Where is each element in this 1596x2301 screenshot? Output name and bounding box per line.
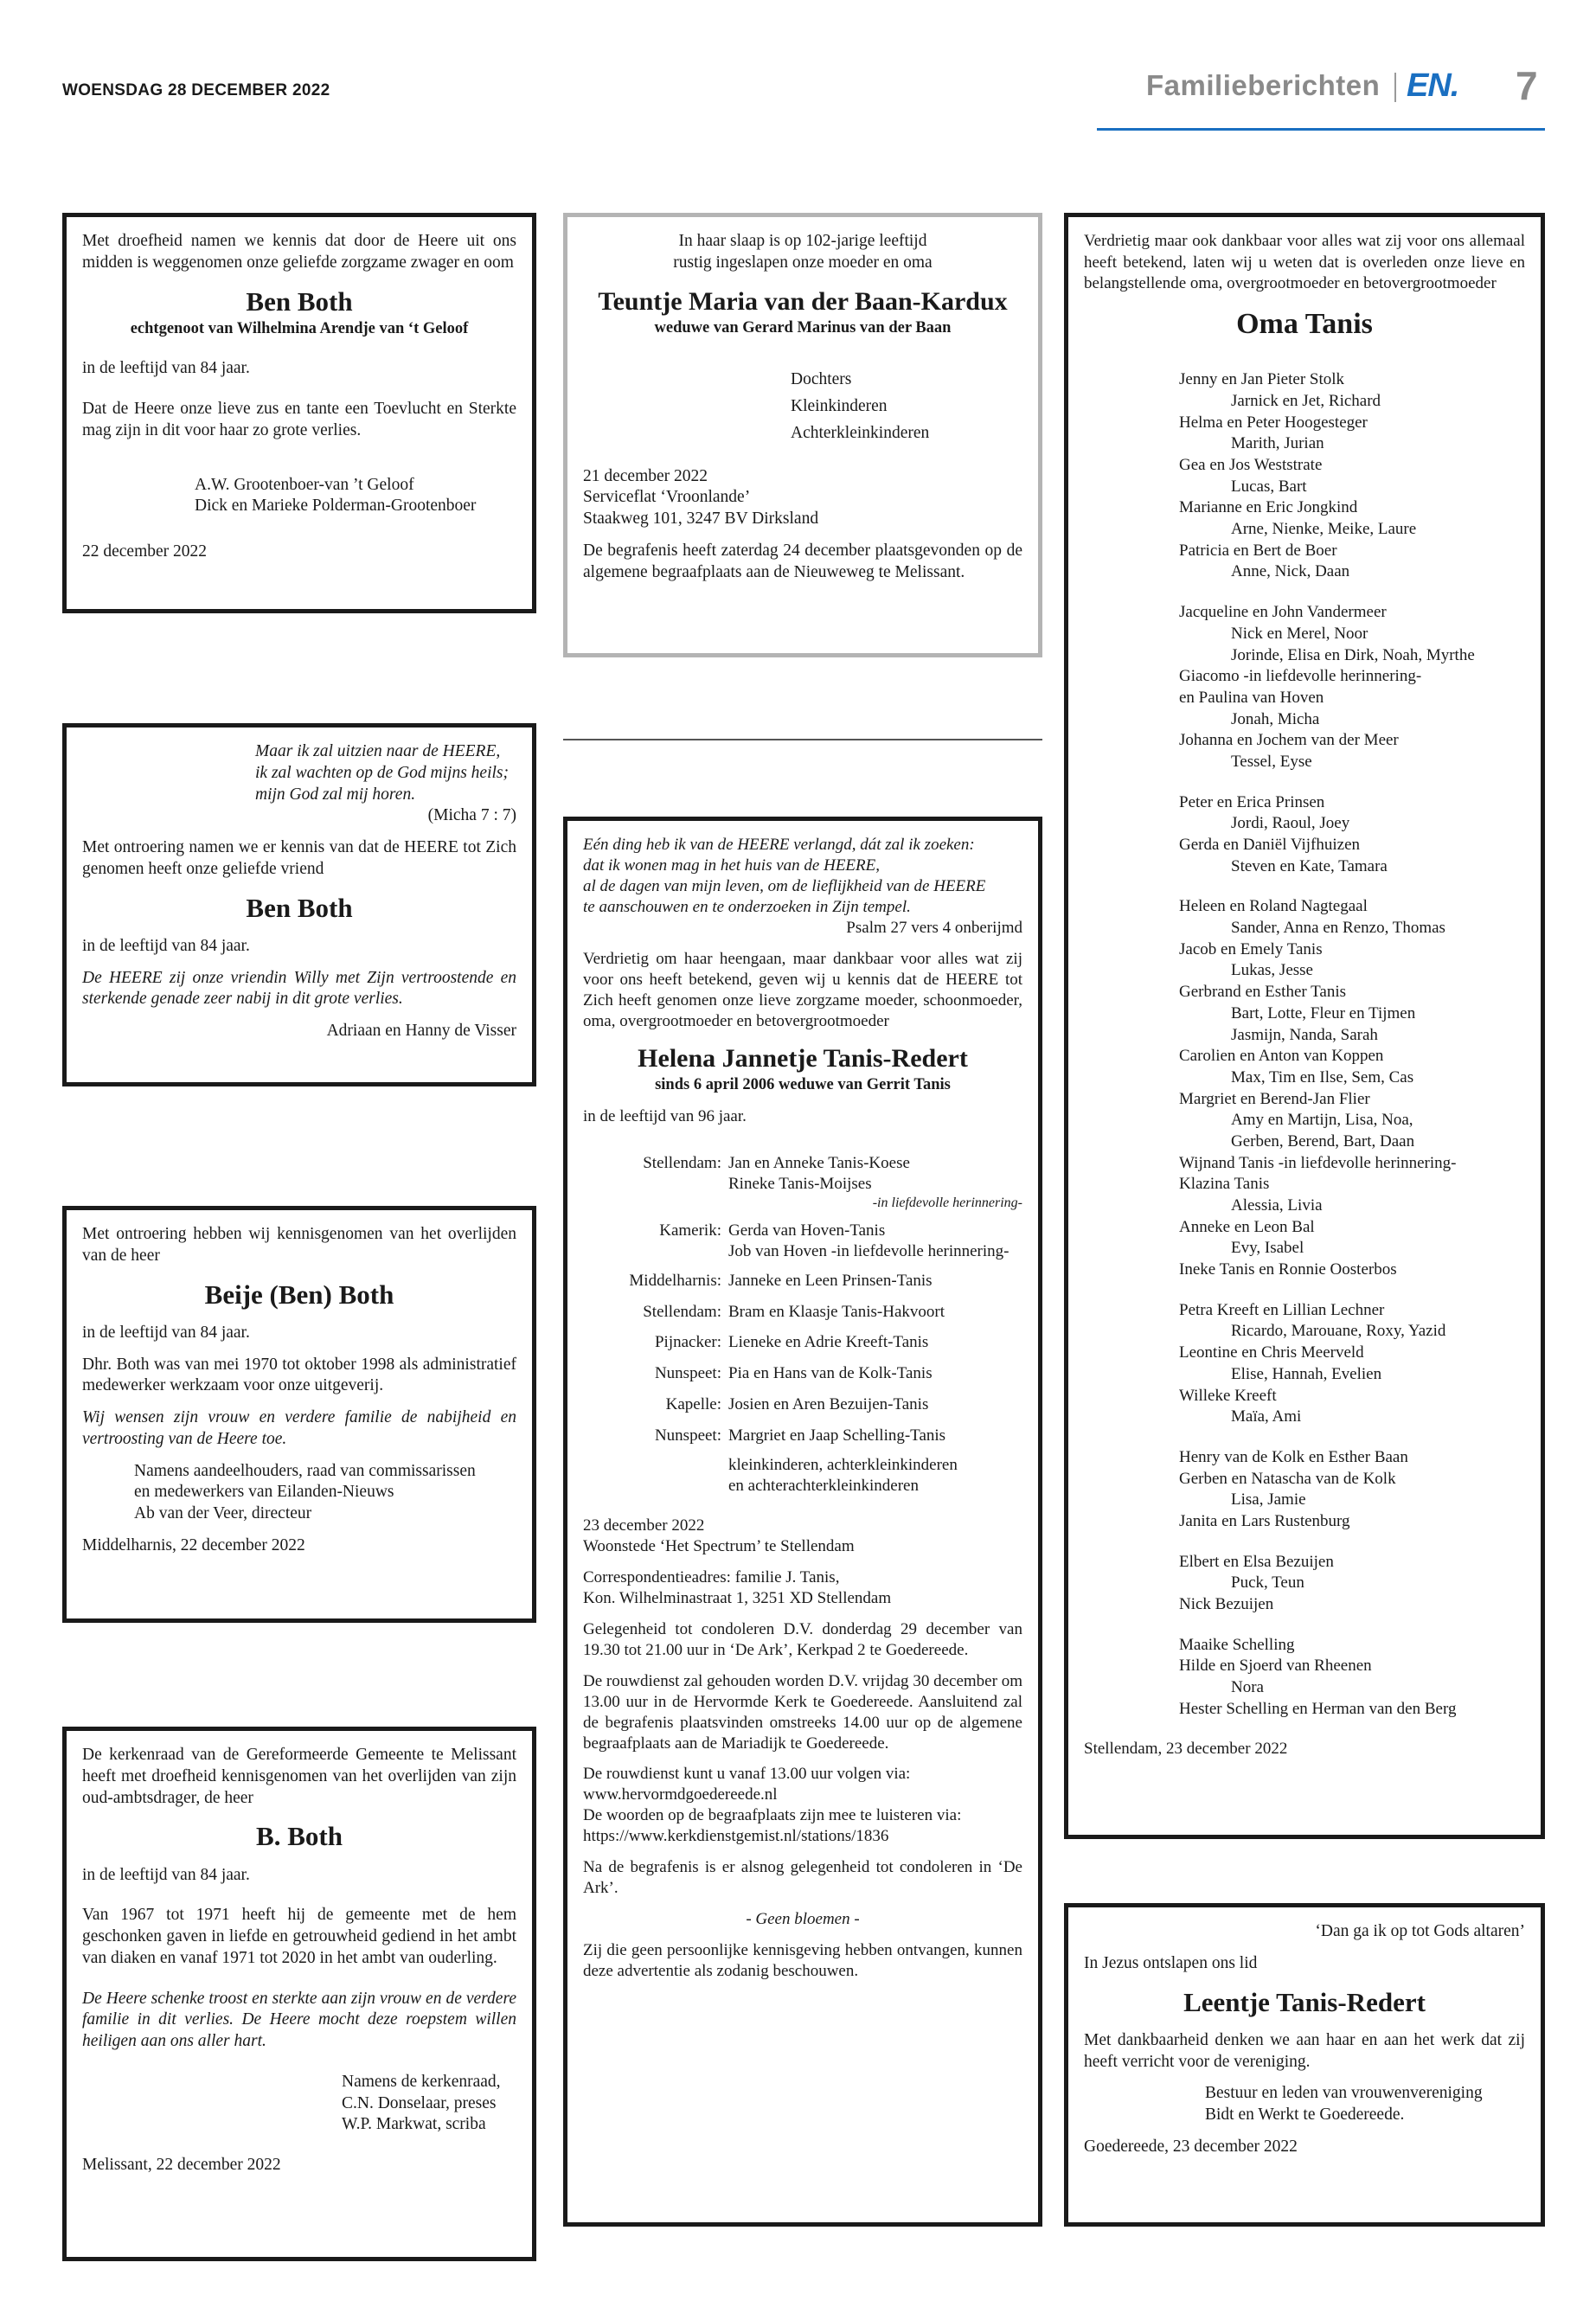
condolence-info: Gelegenheid tot condoleren D.V. donderdag 29 december van 19.30 tot 21.00 uur in ‘De Ark’, Kerkpad 2 te Goedereede. [583, 1619, 1022, 1659]
family-line: Ineke Tanis en Ronnie Oosterbos [1179, 1260, 1397, 1279]
relative-names: Gerda van Hoven-Tanis [728, 1221, 886, 1240]
relative-place [583, 1476, 721, 1497]
verse-reference: (Micha 7 : 7) [427, 806, 516, 825]
family-line: Heleen en Roland Nagtegaal [1179, 897, 1368, 916]
relative-names: kleinkinderen, achterkleinkinderen [728, 1456, 958, 1475]
notice-leentje-tanis-redert [1064, 1903, 1545, 2227]
deceased-name: Teuntje Maria van der Baan-Kardux [598, 286, 1008, 316]
family-line: Lukas, Jesse [1231, 961, 1313, 980]
notice-date: 22 december 2022 [82, 542, 208, 561]
relative-names: Josien en Aren Bezuijen-Tanis [728, 1395, 929, 1414]
relative-names: Bram en Klaasje Tanis-Hakvoort [728, 1302, 945, 1321]
family-line: Giacomo -in liefdevolle herinnering- [1179, 667, 1422, 686]
correspondence-line: Kon. Wilhelminastraat 1, 3251 XD Stellendam [583, 1588, 892, 1607]
verse-line: Maar ik zal uitzien naar de HEERE, [255, 742, 501, 760]
relative-place [583, 1455, 721, 1476]
relatives-line: Dochters [791, 369, 852, 388]
notice-date: Middelharnis, 22 december 2022 [82, 1535, 305, 1554]
family-line: Jordi, Raoul, Joey [1231, 814, 1350, 833]
notice-subtitle: sinds 6 april 2006 weduwe van Gerrit Tanis [655, 1076, 951, 1094]
notice-date: Goedereede, 23 december 2022 [1084, 2137, 1298, 2156]
family-line: Tessel, Eyse [1231, 752, 1312, 771]
family-line: Alessia, Livia [1231, 1196, 1323, 1215]
relative-names: Jan en Anneke Tanis-Koese [728, 1153, 910, 1172]
notice-age: in de leeftijd van 84 jaar. [82, 936, 250, 955]
family-line: Gerda en Daniël Vijfhuizen [1179, 836, 1361, 854]
family-line: Anne, Nick, Daan [1231, 562, 1350, 581]
signature-line: Ab van der Veer, directeur [134, 1504, 312, 1523]
family-group [1084, 1447, 1525, 1533]
notice-intro: Met ontroering hebben wij kennisgenomen van het overlijden van de heer [82, 1225, 516, 1265]
family-line: Willeke Kreeft [1179, 1386, 1277, 1405]
family-line: Max, Tim en Ilse, Sem, Cas [1231, 1067, 1414, 1086]
family-line: Arne, Nienke, Meike, Laure [1231, 520, 1417, 539]
family-group [1084, 792, 1525, 878]
relative-names: Pia en Hans van de Kolk-Tanis [728, 1364, 933, 1383]
family-line: Jacob en Emely Tanis [1179, 939, 1323, 958]
correspondence-line: Correspondentieadres: familie J. Tanis, [583, 1567, 840, 1586]
notice-intro: In haar slaap is op 102-jarige leeftijd [678, 232, 927, 250]
family-line: Lucas, Bart [1231, 477, 1307, 496]
family-line: Jorinde, Elisa en Dirk, Noah, Myrthe [1231, 645, 1475, 664]
notice-intro: In Jezus ontslapen ons lid [1084, 1953, 1258, 1972]
relative-names: Margriet en Jaap Schelling-Tanis [728, 1426, 946, 1445]
family-line: Gerben en Natascha van de Kolk [1179, 1469, 1396, 1488]
funeral-info: De begrafenis heeft zaterdag 24 december plaatsgevonden op de algemene begraafplaats aan de Nieuweweg te Melissant. [583, 541, 1022, 581]
header-date: WOENSDAG 28 DECEMBER 2022 [62, 81, 330, 99]
family-line: Marith, Jurian [1231, 434, 1324, 453]
en-logo: EN. [1407, 67, 1459, 104]
relative-place: Kamerik: [659, 1221, 721, 1240]
notice-date: 21 december 2022 [583, 466, 708, 485]
after-funeral-info: Na de begrafenis is er alsnog gelegenheid tot condoleren in ‘De Ark’. [583, 1858, 1022, 1898]
family-line: Marianne en Eric Jongkind [1179, 498, 1358, 517]
relative-names: Janneke en Leen Prinsen-Tanis [728, 1271, 933, 1290]
section-title: Familieberichten [1146, 69, 1381, 101]
family-line: Nick Bezuijen [1179, 1595, 1274, 1613]
relative-names: Job van Hoven -in liefdevolle herinnering- [728, 1241, 1010, 1260]
relatives-table [583, 1153, 1022, 1497]
family-group [1084, 1552, 1525, 1616]
family-line: en Paulina van Hoven [1179, 688, 1324, 707]
family-line: Peter en Erica Prinsen [1179, 792, 1325, 811]
notice-age: in de leeftijd van 96 jaar. [583, 1106, 747, 1125]
notice-intro: Met ontroering namen we er kennis van dat de HEERE tot Zich genomen heeft onze geliefde vriend [82, 838, 516, 878]
relative-place: Stellendam: [643, 1153, 721, 1172]
family-line: Wijnand Tanis -in liefdevolle herinnering- [1179, 1153, 1457, 1172]
signature-line: Bestuur en leden van vrouwenvereniging [1205, 2084, 1483, 2103]
family-line: Petra Kreeft en Lillian Lechner [1179, 1300, 1385, 1319]
notice-text: Dhr. Both was van mei 1970 tot oktober 1998 als administratief medewerker werkzaam voor onze uitgeverij. [82, 1355, 516, 1395]
relative-names: Lieneke en Adrie Kreeft-Tanis [728, 1333, 929, 1352]
notice-disclaimer: Zij die geen persoonlijke kennisgeving hebben ontvangen, kunnen deze advertentie als zodanig beschouwen. [583, 1941, 1022, 1980]
family-line: Bart, Lotte, Fleur en Tijmen [1231, 1003, 1416, 1022]
notice-ben-both-family [62, 213, 536, 613]
family-line: Lisa, Jamie [1231, 1490, 1306, 1509]
family-line: Evy, Isabel [1231, 1239, 1304, 1258]
verse-line: Eén ding heb ik van de HEERE verlangd, dát zal ik zoeken: [583, 836, 975, 854]
page-number: 7 [1516, 63, 1538, 108]
notice-wish: De Heere schenke troost en sterkte aan zijn vrouw en de verdere familie in dit verlies. De Heere mocht deze roepstem willen heiligen aan ons aller hart. [82, 1989, 516, 2051]
family-line: Jonah, Micha [1231, 709, 1320, 728]
notice-text: Dat de Heere onze lieve zus en tante een Toevlucht en Sterkte mag zijn in dit voor haar zo grote verlies. [82, 400, 516, 439]
signature-line: W.P. Markwat, scriba [342, 2115, 486, 2134]
family-line: Gea en Jos Weststrate [1179, 456, 1323, 474]
signature-line: Bidt en Werkt te Goedereede. [1205, 2106, 1405, 2125]
family-line: Carolien en Anton van Koppen [1179, 1047, 1384, 1066]
deceased-name: Leentje Tanis-Redert [1183, 1986, 1426, 2017]
family-line: Margriet en Berend-Jan Flier [1179, 1089, 1370, 1108]
family-line: Johanna en Jochem van der Meer [1179, 731, 1399, 750]
relative-names: en achterachterkleinkinderen [728, 1477, 919, 1496]
notice-b-both-kerkenraad [62, 1727, 536, 2261]
family-line: Hilde en Sjoerd van Rheenen [1179, 1657, 1372, 1676]
signature-line: A.W. Grootenboer-van ’t Geloof [195, 475, 414, 494]
family-group [1084, 602, 1525, 773]
notice-intro: rustig ingeslapen onze moeder en oma [673, 253, 933, 272]
deceased-name: B. Both [256, 1821, 343, 1852]
family-line: Nick en Merel, Noor [1231, 624, 1368, 643]
family-line: Jacqueline en John Vandermeer [1179, 603, 1387, 622]
signature-line: Dick en Marieke Polderman-Grootenboer [195, 497, 477, 516]
family-line: Maaike Schelling [1179, 1635, 1295, 1654]
family-line: Nora [1231, 1678, 1264, 1697]
family-line: Puck, Teun [1231, 1574, 1304, 1593]
notice-intro: De kerkenraad van de Gereformeerde Gemeente te Melissant heeft met droefheid kennisgenomen van het overlijden van zijn oud-ambtsdrager, de heer [82, 1746, 516, 1807]
notice-helena-tanis-redert [563, 817, 1042, 2227]
family-line: Anneke en Leon Bal [1179, 1217, 1315, 1236]
family-line: Amy en Martijn, Lisa, Noa, [1231, 1111, 1413, 1130]
notice-age: in de leeftijd van 84 jaar. [82, 1865, 250, 1884]
header-rule [1097, 128, 1545, 131]
family-line: Elise, Hannah, Evelien [1231, 1364, 1382, 1383]
family-group [1084, 1635, 1525, 1721]
notice-date: Stellendam, 23 december 2022 [1084, 1740, 1288, 1759]
family-line: Jenny en Jan Pieter Stolk [1179, 370, 1345, 389]
deceased-name: Ben Both [246, 892, 353, 923]
website-link[interactable]: www.hervormdgoedereede.nl [583, 1785, 778, 1804]
family-line: Jasmijn, Nanda, Sarah [1231, 1025, 1378, 1044]
family-line: Patricia en Bert de Boer [1179, 541, 1337, 560]
signature-line: Namens aandeelhouders, raad van commissarissen [134, 1461, 476, 1480]
online-info: De rouwdienst kunt u vanaf 13.00 uur volgen via: [583, 1765, 911, 1784]
verse-line: ‘Dan ga ik op tot Gods altaren’ [1315, 1922, 1525, 1940]
deceased-name: Helena Jannetje Tanis-Redert [638, 1044, 968, 1074]
family-line: Steven en Kate, Tamara [1231, 856, 1388, 875]
relative-place [583, 1195, 721, 1221]
address-line: Woonstede ‘Het Spectrum’ te Stellendam [583, 1537, 855, 1556]
notice-age: in de leeftijd van 84 jaar. [82, 1323, 250, 1342]
family-line: Jarnick en Jet, Richard [1231, 391, 1381, 410]
notice-subtitle: echtgenoot van Wilhelmina Arendje van ‘t Geloof [130, 319, 469, 337]
column-divider [563, 739, 1042, 740]
family-line: Helma en Peter Hoogesteger [1179, 413, 1368, 432]
family-line: Ricardo, Marouane, Roxy, Yazid [1231, 1322, 1446, 1341]
family-line: Maïa, Ami [1231, 1407, 1302, 1426]
relative-place: Nunspeet: [654, 1364, 721, 1383]
notice-text: Met dankbaarheid denken we aan haar en aan het werk dat zij heeft verricht voor de vereniging. [1084, 2030, 1525, 2071]
notice-age: in de leeftijd van 84 jaar. [82, 359, 250, 378]
relative-place: Stellendam: [643, 1302, 721, 1321]
family-line: Henry van de Kolk en Esther Baan [1179, 1447, 1408, 1466]
relatives-line: Kleinkinderen [791, 397, 888, 416]
relatives-line: Achterkleinkinderen [791, 424, 930, 443]
relative-place [583, 1241, 721, 1262]
address-line: Staakweg 101, 3247 BV Dirksland [583, 510, 819, 529]
family-line: Hester Schelling en Herman van den Berg [1179, 1699, 1457, 1718]
signature-line: C.N. Donselaar, preses [342, 2093, 497, 2112]
notice-ben-both-friends [62, 723, 536, 1086]
deceased-name: Oma Tanis [1236, 308, 1373, 341]
verse-line: te aanschouwen en te onderzoeken in Zijn tempel. [583, 897, 911, 916]
relative-place: Middelharnis: [629, 1271, 721, 1290]
family-line: Janita en Lars Rustenburg [1179, 1511, 1350, 1530]
service-info: De rouwdienst zal gehouden worden D.V. vrijdag 30 december om 13.00 uur in de Hervormde Kerk te Goedereede. Aansluitend zal de begrafenis plaatsvinden omstreeks 14.00 uur op de algemene begraafplaats aan de Mariadijk te Goedereede. [583, 1671, 1022, 1753]
signature-line: en medewerkers van Eilanden-Nieuws [134, 1483, 394, 1502]
family-line: Sander, Anna en Renzo, Thomas [1231, 919, 1445, 938]
family-line: Klazina Tanis [1179, 1175, 1270, 1194]
family-group [1084, 369, 1525, 583]
family-group [1084, 896, 1525, 1280]
no-flowers-note: - Geen bloemen - [746, 1910, 860, 1929]
relative-names: -in liefdevolle herinnering- [872, 1195, 1022, 1210]
notice-text: Van 1967 tot 1971 heeft hij de gemeente met de hem geschonken gaven in liefde en getrouwheid gediend in het ambt van diaken en vanaf 1971 tot 2020 in het ambt van ouderling. [82, 1906, 516, 1967]
notice-wish: De HEERE zij onze vriendin Willy met Zijn vertroostende en sterkende genade zeer nabij in dit grote verlies. [82, 968, 516, 1009]
address-line: Serviceflat ‘Vroonlande’ [583, 488, 751, 507]
verse-reference: Psalm 27 vers 4 onberijmd [846, 918, 1022, 937]
notice-intro: Verdrietig maar ook dankbaar voor alles wat zij voor ons allemaal heeft betekend, laten wij u weten dat is overleden onze lieve en belangstellende oma, overgrootmoeder en betovergrootmoeder [1084, 232, 1525, 293]
deceased-name: Beije (Ben) Both [204, 1279, 394, 1310]
family-line: Elbert en Elsa Bezuijen [1179, 1552, 1334, 1571]
notice-teuntje-van-der-baan [563, 213, 1042, 657]
relative-names: Rineke Tanis-Moijses [728, 1174, 872, 1193]
notice-oma-tanis [1064, 213, 1545, 1839]
relative-place: Kapelle: [665, 1395, 721, 1414]
notice-wish: Wij wensen zijn vrouw en verdere familie de nabijheid en vertroosting van de Heere toe. [82, 1408, 516, 1448]
verse-line: ik zal wachten op de God mijns heils; [255, 763, 510, 782]
family-line: Gerben, Berend, Bart, Daan [1231, 1131, 1415, 1150]
relative-place [583, 1174, 721, 1195]
verse-line: mijn God zal mij horen. [255, 785, 416, 804]
verse-line: al de dagen van mijn leven, om de lieflijkheid van de HEERE [583, 876, 986, 895]
family-line: Gerbrand en Esther Tanis [1179, 983, 1347, 1002]
family-line: Leontine en Chris Meerveld [1179, 1343, 1364, 1362]
relative-place: Pijnacker: [654, 1333, 721, 1352]
notice-date: Melissant, 22 december 2022 [82, 2156, 281, 2175]
relative-place: Nunspeet: [654, 1426, 721, 1445]
family-group [1084, 1300, 1525, 1428]
signature-line: Namens de kerkenraad, [342, 2072, 501, 2091]
signature-line: Adriaan en Hanny de Visser [326, 1022, 516, 1041]
notice-subtitle: weduwe van Gerard Marinus van der Baan [654, 318, 952, 336]
online-info: De woorden op de begraafplaats zijn mee te luisteren via: https://www.kerkdienstgemist.nl/stations/1836 [583, 1806, 962, 1846]
notice-date: 23 december 2022 [583, 1516, 705, 1535]
deceased-name: Ben Both [246, 285, 353, 317]
notice-beije-both [62, 1206, 536, 1623]
verse-line: dat ik wonen mag in het huis van de HEERE, [583, 856, 880, 875]
notice-intro: Met droefheid namen we kennis dat door de Heere uit ons midden is weggenomen onze geliefde zorgzame zwager en oom [82, 232, 516, 272]
notice-intro: Verdrietig om haar heengaan, maar dankbaar voor alles wat zij voor ons heeft betekend, geven wij u kennis dat de HEERE tot Zich heeft genomen onze lieve zorgzame moeder, schoonmoeder, oma, overgrootmoeder en betovergrootmoeder [583, 949, 1022, 1030]
header-separator [1394, 73, 1396, 102]
